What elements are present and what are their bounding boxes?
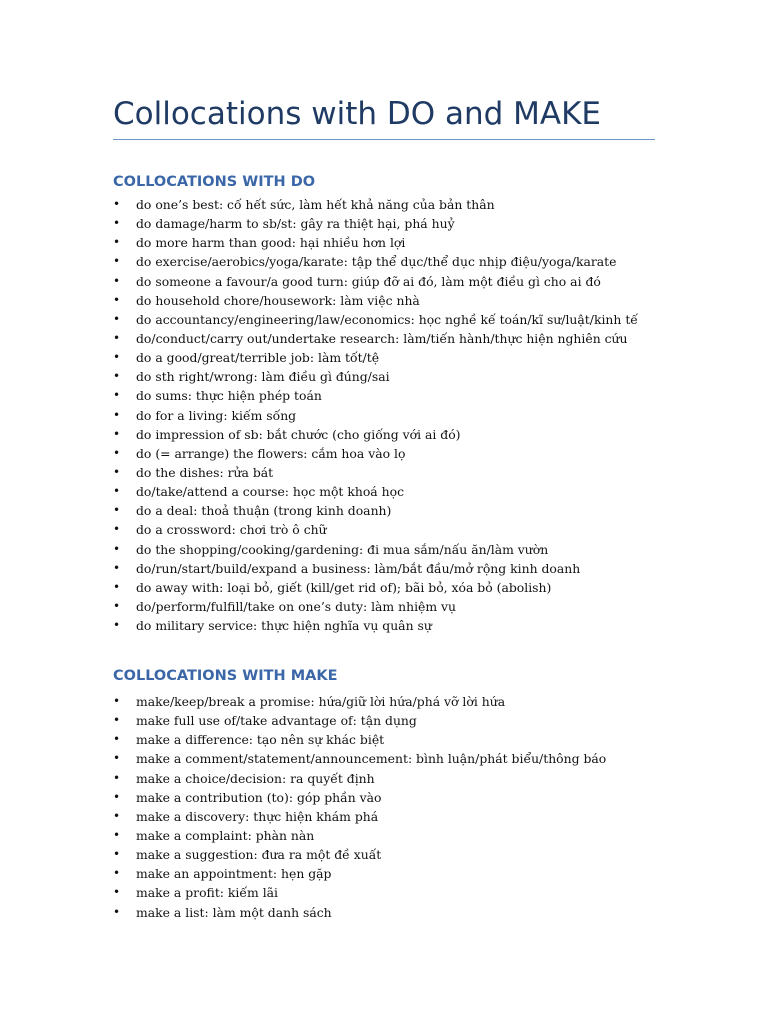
bullet-icon: • xyxy=(113,388,121,403)
list-item-text: do the shopping/cooking/gardening: đi mua sắm/nấu ăn/làm vườn xyxy=(136,541,549,557)
list-item xyxy=(0,559,768,578)
bullet-icon: • xyxy=(113,522,121,537)
list-item-text: do impression of sb: bắt chước (cho giống với ai đó) xyxy=(136,426,461,442)
bullet-icon: • xyxy=(113,503,121,518)
bullet-icon: • xyxy=(113,713,121,728)
list-item xyxy=(0,692,768,711)
bullet-icon: • xyxy=(113,579,121,594)
list-item xyxy=(0,883,768,902)
list-item xyxy=(0,769,768,788)
list-item xyxy=(0,616,768,635)
list-item xyxy=(0,903,768,922)
list-item-text: make a comment/statement/announcement: bình luận/phát biểu/thông báo xyxy=(136,751,607,767)
bullet-icon: • xyxy=(113,273,121,288)
list-item-text: do more harm than good: hại nhiều hơn lợi xyxy=(136,235,406,251)
list-item-text: do/perform/fulfill/take on one’s duty: làm nhiệm vụ xyxy=(136,598,457,614)
list-item xyxy=(0,252,768,271)
list-item-text: make a suggestion: đưa ra một đề xuất xyxy=(136,847,382,863)
bullet-icon: • xyxy=(113,445,121,460)
list-item xyxy=(0,386,768,405)
bullet-icon: • xyxy=(113,904,121,919)
list-item-text: do sums: thực hiện phép toán xyxy=(136,388,322,404)
list-item xyxy=(0,501,768,520)
list-item-text: make a choice/decision: ra quyết định xyxy=(136,770,375,786)
list-item-text: make/keep/break a promise: hứa/giữ lời hứa/phá vỡ lời hứa xyxy=(136,694,506,709)
bullet-icon: • xyxy=(113,311,121,326)
bullet-icon: • xyxy=(113,885,121,900)
bullet-icon: • xyxy=(113,541,121,556)
list-item xyxy=(0,578,768,597)
list-item xyxy=(0,291,768,310)
list-item xyxy=(0,826,768,845)
list-item xyxy=(0,329,768,348)
list-item-text: do accountancy/engineering/law/economics: học nghề kế toán/kĩ sư/luật/kinh tế xyxy=(136,311,638,327)
list-item xyxy=(0,807,768,826)
bullet-icon: • xyxy=(113,484,121,499)
bullet-icon: • xyxy=(113,866,121,881)
list-item xyxy=(0,711,768,730)
bullet-icon: • xyxy=(113,254,121,269)
page-title: Collocations with DO and MAKE xyxy=(113,96,602,132)
bullet-icon: • xyxy=(113,407,121,422)
bullet-icon: • xyxy=(113,464,121,479)
list-item xyxy=(0,845,768,864)
bullet-icon: • xyxy=(113,216,121,231)
list-item-text: do for a living: kiếm sống xyxy=(136,407,297,423)
bullet-icon: • xyxy=(113,369,121,384)
title-divider xyxy=(113,139,655,140)
bullet-icon: • xyxy=(113,560,121,575)
bullet-icon: • xyxy=(113,292,121,307)
list-item-text: do the dishes: rửa bát xyxy=(136,464,274,480)
list-item xyxy=(0,730,768,749)
list-item-text: do military service: thực hiện nghĩa vụ quân sự xyxy=(136,618,432,634)
list-item xyxy=(0,214,768,233)
list-item-text: do household chore/housework: làm việc nhà xyxy=(136,292,420,308)
collocation-list-do xyxy=(0,195,768,635)
bullet-icon: • xyxy=(113,847,121,862)
list-item xyxy=(0,310,768,329)
list-item-text: make a complaint: phàn nàn xyxy=(136,827,315,843)
section-heading-do: COLLOCATIONS WITH DO xyxy=(113,174,316,190)
bullet-icon: • xyxy=(113,618,121,633)
list-item xyxy=(0,482,768,501)
bullet-icon: • xyxy=(113,827,121,842)
bullet-icon: • xyxy=(113,598,121,613)
list-item-text: do/take/attend a course: học một khoá học xyxy=(136,484,405,500)
bullet-icon: • xyxy=(113,426,121,441)
list-item-text: do/conduct/carry out/undertake research: làm/tiến hành/thực hiện nghiên cứu xyxy=(136,330,628,346)
list-item-text: do (= arrange) the flowers: cắm hoa vào lọ xyxy=(136,445,406,461)
list-item xyxy=(0,425,768,444)
list-item xyxy=(0,444,768,463)
list-item xyxy=(0,348,768,367)
list-item-text: do a crossword: chơi trò ô chữ xyxy=(136,522,327,538)
list-item xyxy=(0,195,768,214)
list-item xyxy=(0,367,768,386)
list-item-text: do/run/start/build/expand a business: làm/bắt đầu/mở rộng kinh doanh xyxy=(136,560,581,576)
bullet-icon: • xyxy=(113,235,121,250)
bullet-icon: • xyxy=(113,770,121,785)
list-item xyxy=(0,788,768,807)
bullet-icon: • xyxy=(113,732,121,747)
list-item-text: make an appointment: hẹn gặp xyxy=(136,866,332,882)
list-item xyxy=(0,597,768,616)
bullet-icon: • xyxy=(113,197,121,211)
list-item xyxy=(0,272,768,291)
list-item-text: do one’s best: cố hết sức, làm hết khả năng của bản thân xyxy=(136,197,495,212)
bullet-icon: • xyxy=(113,789,121,804)
list-item xyxy=(0,864,768,883)
list-item-text: make a difference: tạo nên sự khác biệt xyxy=(136,732,385,748)
bullet-icon: • xyxy=(113,694,121,708)
list-item xyxy=(0,463,768,482)
collocation-list-make xyxy=(0,692,768,922)
list-item xyxy=(0,233,768,252)
list-item-text: do a deal: thoả thuận (trong kinh doanh) xyxy=(136,503,392,519)
list-item xyxy=(0,540,768,559)
list-item-text: make a discovery: thực hiện khám phá xyxy=(136,808,379,824)
bullet-icon: • xyxy=(113,808,121,823)
list-item xyxy=(0,749,768,768)
bullet-icon: • xyxy=(113,330,121,345)
list-item-text: do someone a favour/a good turn: giúp đỡ ai đó, làm một điều gì cho ai đó xyxy=(136,273,601,289)
list-item-text: do away with: loại bỏ, giết (kill/get rid of); bãi bỏ, xóa bỏ (abolish) xyxy=(136,579,552,595)
list-item-text: do exercise/aerobics/yoga/karate: tập thể dục/thể dục nhịp điệu/yoga/karate xyxy=(136,254,617,270)
list-item-text: make a profit: kiếm lãi xyxy=(136,885,279,901)
list-item-text: make full use of/take advantage of: tận dụng xyxy=(136,713,417,729)
bullet-icon: • xyxy=(113,350,121,365)
list-item-text: do a good/great/terrible job: làm tốt/tệ xyxy=(136,350,380,366)
list-item-text: do damage/harm to sb/st: gây ra thiệt hại, phá huỷ xyxy=(136,216,455,232)
list-item-text: do sth right/wrong: làm điều gì đúng/sai xyxy=(136,369,390,385)
section-heading-make: COLLOCATIONS WITH MAKE xyxy=(113,668,338,684)
list-item-text: make a contribution (to): góp phần vào xyxy=(136,789,382,805)
bullet-icon: • xyxy=(113,751,121,766)
list-item-text: make a list: làm một danh sách xyxy=(136,904,332,920)
list-item xyxy=(0,406,768,425)
list-item xyxy=(0,520,768,539)
